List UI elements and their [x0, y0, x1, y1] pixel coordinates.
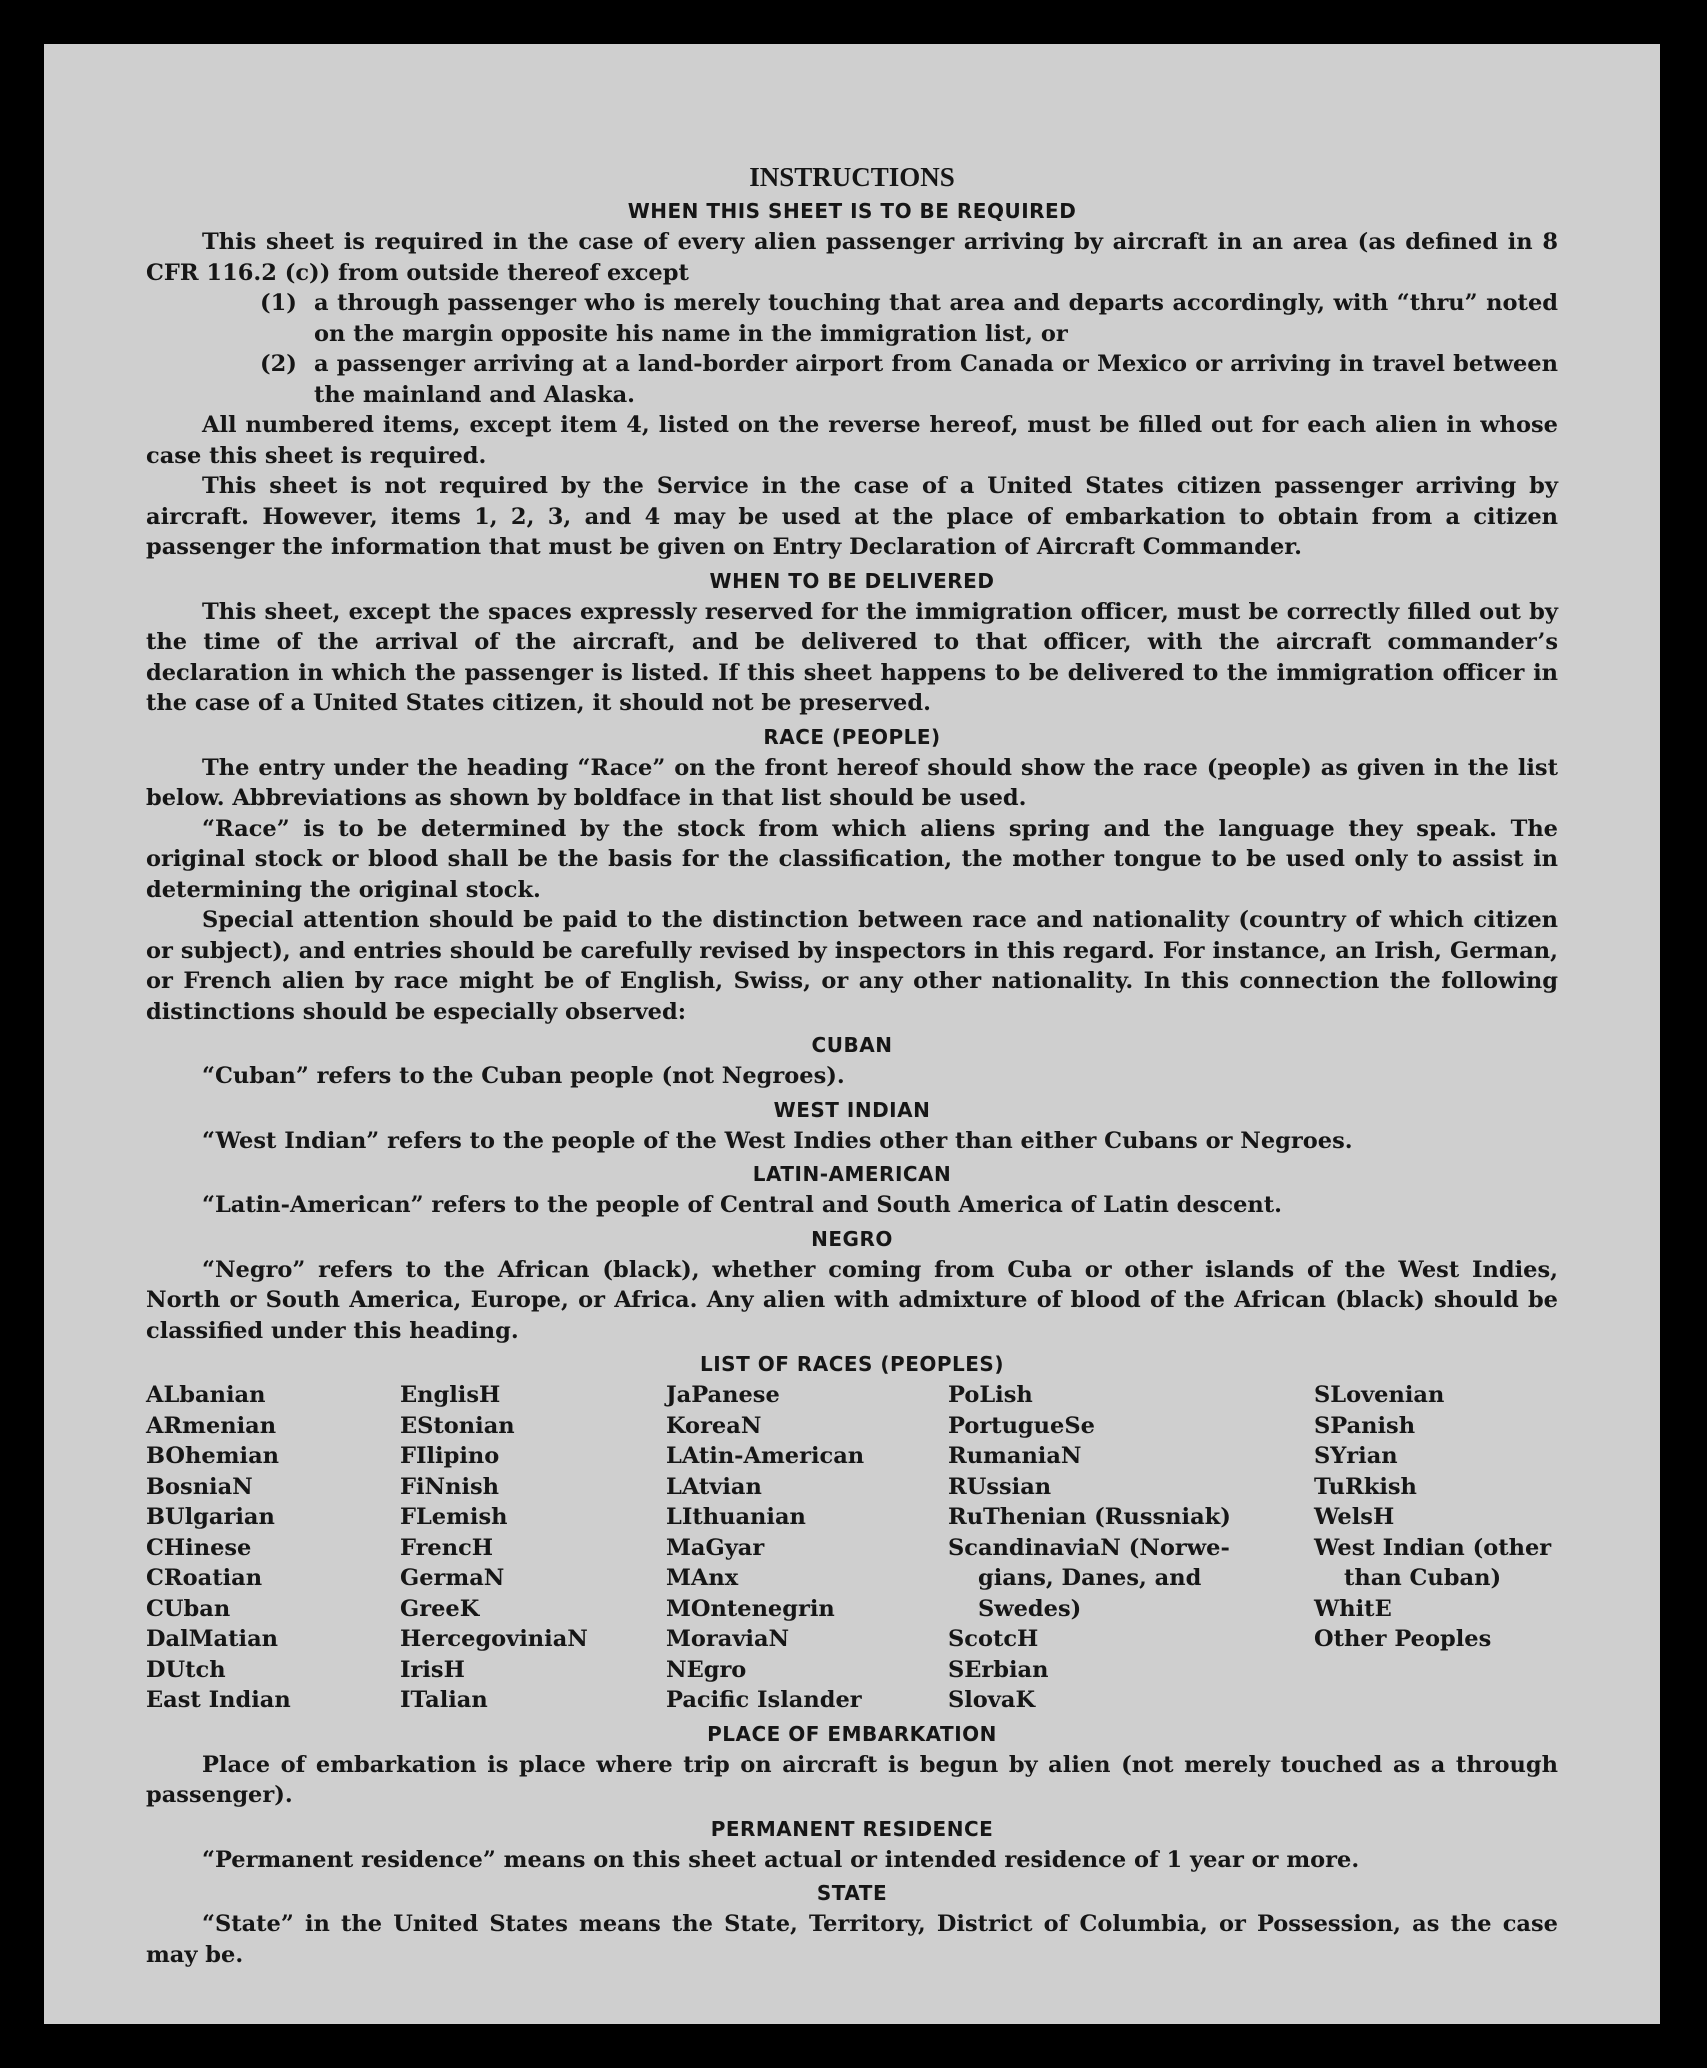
race-entry: SYrian	[1314, 1443, 1398, 1469]
embarkation-text: Place of embarkation is place where trip on aircraft is begun by alien (not merely touched as a through passenger).	[146, 1751, 1558, 1808]
heading-west-indian: WEST INDIAN	[773, 1097, 931, 1122]
state-text: “State” in the United States means the State, Territory, District of Columbia, or Possession, as the case may be.	[146, 1911, 1558, 1968]
race-entry: BOhemian	[146, 1443, 280, 1469]
race-entry: EStonian	[400, 1412, 515, 1439]
race-entry: SlovaK	[948, 1687, 1036, 1713]
exception-number: (1)	[260, 290, 297, 316]
race-entry: LIthuanian	[666, 1504, 806, 1530]
race-entry: TuRkish	[1314, 1473, 1417, 1500]
races-column-2	[400, 1380, 666, 1716]
race-entry: FLemish	[400, 1504, 508, 1530]
heading-when-delivered: WHEN TO BE DELIVERED	[709, 568, 995, 593]
race-para-2: “Race” is to be determined by the stock from which aliens spring and the language they speak. The original stock or blood shall be the basis for the classification, the mother tongue to be used only to assist in determining the original stock.	[146, 815, 1558, 903]
race-entry: HercegoviniaN	[400, 1626, 588, 1652]
exception-item-1	[146, 288, 1558, 349]
required-para-2: All numbered items, except item 4, listed on the reverse hereof, must be filled out for each alien in whose case this sheet is required.	[146, 412, 1558, 469]
exception-text: a through passenger who is merely touching that area and departs accordingly, with “thru” noted on the margin opposite his name in the immigration list, or	[314, 290, 1558, 347]
race-entry: BosniaN	[146, 1473, 253, 1500]
race-entry: Other Peoples	[1314, 1626, 1492, 1652]
race-entry: PoLish	[948, 1382, 1033, 1408]
race-entry: ARmenian	[146, 1412, 277, 1439]
race-entry: BUlgarian	[146, 1504, 275, 1530]
race-entry: IrisH	[400, 1656, 465, 1683]
race-entry-continued: Swedes)	[978, 1595, 1082, 1622]
race-entry: LAtin-American	[666, 1443, 865, 1469]
race-entry: ScotcH	[948, 1626, 1039, 1652]
races-column-4	[948, 1380, 1314, 1716]
races-column-1	[146, 1380, 400, 1716]
race-entry: JaPanese	[666, 1382, 780, 1408]
race-entry: RUssian	[948, 1473, 1052, 1500]
required-intro: This sheet is required in the case of every alien passenger arriving by aircraft in an area (as defined in 8 CFR 116.2 (c)) from outside thereof except	[146, 229, 1558, 286]
race-entry: MAnx	[666, 1565, 739, 1591]
race-entry-continued: than Cuban)	[1344, 1565, 1502, 1591]
race-para-1: The entry under the heading “Race” on the front hereof should show the race (people) as given in the list below. Abbreviations as shown by boldface in that list should be used.	[146, 754, 1558, 811]
race-entry: ITalian	[400, 1687, 488, 1713]
race-entry: SErbian	[948, 1656, 1049, 1683]
race-entry: RumaniaN	[948, 1443, 1082, 1469]
races-column-3	[666, 1380, 948, 1716]
race-entry: PortugueSe	[948, 1412, 1095, 1439]
races-list	[146, 1380, 1558, 1716]
heading-list-of-races: LIST OF RACES (PEOPLES)	[700, 1352, 1004, 1376]
race-entry: WelsH	[1314, 1504, 1395, 1530]
cuban-text: “Cuban” refers to the Cuban people (not Negroes).	[202, 1063, 845, 1089]
race-entry: WhitE	[1314, 1595, 1392, 1622]
race-entry: DUtch	[146, 1656, 226, 1683]
race-entry: CRoatian	[146, 1565, 263, 1591]
document-title: INSTRUCTIONS	[749, 162, 955, 192]
race-entry: FrencH	[400, 1534, 494, 1561]
heading-latin-american: LATIN-AMERICAN	[752, 1162, 952, 1186]
residence-text: “Permanent residence” means on this sheet actual or intended residence of 1 year or more.	[202, 1846, 1360, 1873]
delivered-text: This sheet, except the spaces expressly reserved for the immigration officer, must be correctly filled out by the time of the arrival of the aircraft, and be delivered to that officer, with the aircraft commander’s declaration in which the passenger is listed. If this sheet happens to be delivered to the immigration officer in the case of a United States citizen, it should not be preserved.	[146, 598, 1558, 716]
race-entry: SLovenian	[1314, 1382, 1445, 1408]
required-para-3: This sheet is not required by the Service in the case of a United States citizen passenger arriving by aircraft. However, items 1, 2, 3, and 4 may be used at the place of embarkation to obtain from a citizen passenger the information that must be given on Entry Declaration of Aircraft Commander.	[146, 473, 1558, 560]
race-entry: ScandinaviaN (Norwe-	[948, 1534, 1230, 1561]
race-entry: Pacific Islander	[666, 1687, 862, 1713]
race-entry: FiNnish	[400, 1473, 500, 1500]
race-entry: MOntenegrin	[666, 1595, 835, 1622]
race-entry: GermaN	[400, 1565, 505, 1591]
races-column-5	[1314, 1380, 1574, 1716]
negro-text: “Negro” refers to the African (black), whether coming from Cuba or other islands of the West Indies, North or South America, Europe, or Africa. Any alien with admixture of blood of the African (black) should be classified under this heading.	[146, 1256, 1558, 1344]
race-entry: MoraviaN	[666, 1626, 790, 1652]
race-entry: MaGyar	[666, 1534, 765, 1561]
race-entry: GreeK	[400, 1595, 480, 1622]
heading-cuban: CUBAN	[811, 1033, 893, 1057]
exception-number: (2)	[260, 351, 297, 377]
heading-place-of-embarkation: PLACE OF EMBARKATION	[707, 1721, 997, 1746]
heading-race: RACE (PEOPLE)	[763, 724, 941, 749]
west-indian-text: “West Indian” refers to the people of the West Indies other than either Cubans or Negroes.	[202, 1127, 1353, 1154]
heading-permanent-residence: PERMANENT RESIDENCE	[710, 1816, 994, 1841]
heading-negro: NEGRO	[811, 1226, 893, 1251]
exception-item-2	[146, 349, 1558, 410]
race-entry-continued: gians, Danes, and	[978, 1565, 1202, 1591]
race-entry: EnglisH	[400, 1382, 501, 1408]
race-entry: DalMatian	[146, 1626, 279, 1652]
race-entry: SPanish	[1314, 1412, 1416, 1439]
race-para-3: Special attention should be paid to the distinction between race and nationality (country of which citizen or subject), and entries should be carefully revised by inspectors in this regard. For instance, an Irish, German, or French alien by race might be of English, Swiss, or any other nationality. In this connection the following distinctions should be especially observed:	[146, 907, 1558, 1025]
race-entry: ALbanian	[146, 1382, 266, 1408]
heading-when-required: WHEN THIS SHEET IS TO BE REQUIRED	[627, 199, 1077, 223]
race-entry: CUban	[146, 1595, 231, 1622]
race-entry: East Indian	[146, 1687, 291, 1713]
race-entry: CHinese	[146, 1534, 252, 1561]
race-entry: FIlipino	[400, 1443, 500, 1469]
race-entry: LAtvian	[666, 1473, 762, 1500]
race-entry: NEgro	[666, 1656, 747, 1683]
exception-text: a passenger arriving at a land-border airport from Canada or Mexico or arriving in travel between the mainland and Alaska.	[314, 351, 1558, 408]
document-sheet	[44, 44, 1660, 2024]
race-entry: RuThenian (Russniak)	[948, 1504, 1231, 1530]
heading-state: STATE	[816, 1881, 888, 1905]
latin-american-text: “Latin-American” refers to the people of Central and South America of Latin descent.	[202, 1192, 1282, 1218]
race-entry: KoreaN	[666, 1412, 762, 1439]
race-entry: West Indian (other	[1314, 1534, 1552, 1561]
